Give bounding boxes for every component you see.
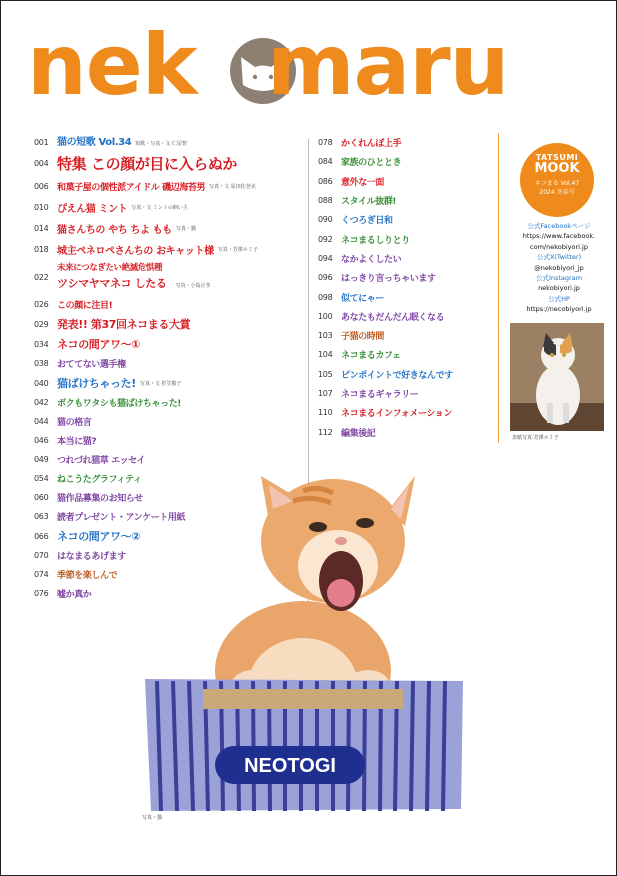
homepage-url[interactable]: https://necobiyori.jp xyxy=(526,305,592,314)
instagram-label: 公式Instagram xyxy=(535,274,583,283)
toc-entry[interactable]: 076 嘘か真か xyxy=(34,589,92,600)
toc-entry[interactable]: 104 ネコまるカフェ xyxy=(318,350,401,362)
toc-entry[interactable]: 044 猫の格言 xyxy=(34,417,92,428)
sitting-cat-image xyxy=(510,323,604,431)
homepage-label: 公式HP xyxy=(548,294,570,303)
instagram-handle[interactable]: nekobiyori.jp xyxy=(538,284,580,293)
cover-photo-credit: 表紙写真:芳澤ルミ子 xyxy=(512,435,559,441)
toc-entry[interactable]: 070 はなまるあげます xyxy=(34,551,126,562)
toc-entry[interactable]: 096 はっきり言っちゃいます xyxy=(318,273,436,285)
toc-entry[interactable]: 034 ネコの間アワ〜① xyxy=(34,338,141,351)
toc-entry[interactable]: 006 和菓子屋の個性派アイドル 磯辺海苔男 写真・文 原田佐登美 xyxy=(34,182,256,193)
tatsumi-mook-badge: TATSUMI MOOK ネコまる Vol.47 2024 冬春号 xyxy=(520,143,594,217)
toc-entry[interactable]: 046 本当に猫? xyxy=(34,436,97,447)
cover-cat-photo xyxy=(510,323,604,431)
x-handle[interactable]: @nekobiyori_jp xyxy=(534,263,584,272)
toc-entry[interactable]: 026 この顔に注目! xyxy=(34,299,113,311)
toc-entry[interactable]: 107 ネコまるギャラリー xyxy=(318,389,419,400)
toc-entry[interactable]: 040 猫ばけちゃった! 写真・文 折笠敬子 xyxy=(34,377,182,390)
toc-entry[interactable]: 038 おててない選手権 xyxy=(34,359,126,370)
x-label: 公式X(Twitter) xyxy=(536,253,582,262)
facebook-url[interactable]: https://www.facebook. xyxy=(522,232,596,241)
toc-entry[interactable]: 014 猫さんちの やち ちよ もも 写真・猫 xyxy=(34,224,196,236)
toc-entry[interactable]: 088 スタイル抜群! xyxy=(318,196,397,208)
toc-entry[interactable]: 112 編集後記 xyxy=(318,427,376,439)
logo-text-maru: maru xyxy=(267,16,509,114)
toc-entry[interactable]: 103 子猫の時間 xyxy=(318,331,385,343)
toc-entry[interactable]: 010 ぴえん猫 ミント 写真・文 ミントの飼い主 xyxy=(34,203,188,215)
toc-entry[interactable]: 086 意外な一面 xyxy=(318,176,385,188)
toc-entry[interactable]: 042 ボクもワタシも猫ばけちゃった! xyxy=(34,398,182,409)
toc-entry[interactable]: 054 ねこうたグラフィティ xyxy=(34,474,142,485)
kitten-in-scratcher-image xyxy=(143,471,473,821)
toc-entry[interactable]: 084 家族のひととき xyxy=(318,157,402,169)
toc-entry[interactable]: 110 ネコまるインフォメーション xyxy=(318,408,452,420)
toc-entry[interactable]: 074 季節を楽しんで xyxy=(34,570,118,581)
toc-entry[interactable]: 100 あなたもだんだん眠くなる xyxy=(318,311,445,323)
box-brand-label: NEOTOGI xyxy=(244,755,336,777)
logo-text-nek: nek xyxy=(27,16,197,114)
toc-entry[interactable]: 022 未来につなぎたい絶滅危惧種 ツシマヤマネコ したる 写真・小島正孝 xyxy=(34,262,211,290)
toc-entry[interactable]: 060 猫作品募集のお知らせ xyxy=(34,493,143,504)
nekomaru-logo xyxy=(27,15,597,125)
toc-entry[interactable]: 066 ネコの間アワ〜② xyxy=(34,530,141,543)
toc-entry[interactable]: 049 つれづれ猫草 エッセイ xyxy=(34,455,146,466)
toc-entry[interactable]: 001 猫の短歌 Vol.34 短歌・写真・文 仁尾智 xyxy=(34,137,187,148)
toc-entry[interactable]: 078 かくれんぼ上手 xyxy=(318,138,402,150)
official-links xyxy=(505,221,613,315)
toc-entry[interactable]: 098 似てにゃー xyxy=(318,292,384,304)
toc-entry[interactable]: 094 なかよくしたい xyxy=(318,253,402,265)
toc-entry[interactable]: 105 ピンポイントで好きなんです xyxy=(318,369,453,381)
toc-entry[interactable]: 063 読者プレゼント・アンケート用紙 xyxy=(34,512,186,523)
toc-entry-feature[interactable]: 004 特集 この顔が目に入らぬか xyxy=(34,154,238,173)
toc-right-column xyxy=(318,133,496,442)
facebook-label: 公式Facebookページ xyxy=(527,222,591,230)
facebook-url-cont[interactable]: com/nekobiyori.jp xyxy=(530,242,588,251)
toc-entry[interactable]: 092 ネコまるしりとり xyxy=(318,234,410,246)
toc-entry[interactable]: 090 くつろぎ日和 xyxy=(318,215,393,227)
toc-entry[interactable]: 018 城主ペネロペさんちの おキャット様 写真・芳澤ルミ子 xyxy=(34,245,258,257)
photo-credit: 写真・猫 xyxy=(142,815,163,821)
toc-entry[interactable]: 029 発表!! 第37回ネコまる大賞 xyxy=(34,318,191,331)
publication-info-panel xyxy=(498,133,617,443)
